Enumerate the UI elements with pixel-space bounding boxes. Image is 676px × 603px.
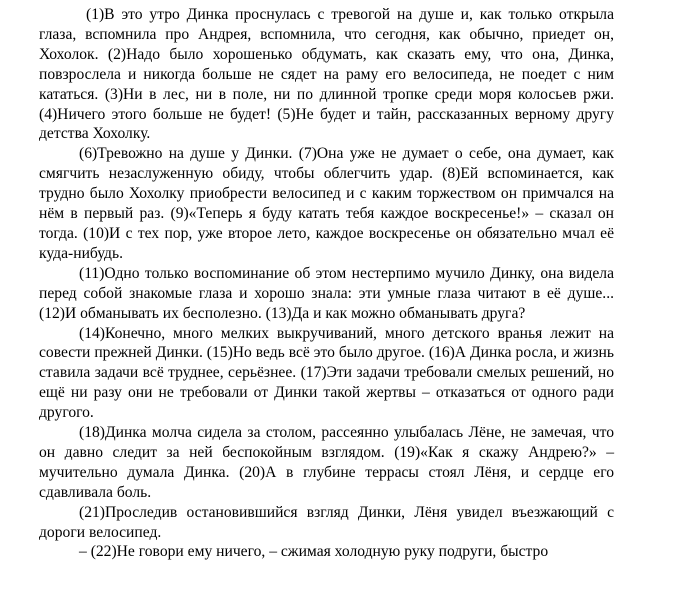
paragraph-3: (11)Одно только воспоминание об этом нестерпимо мучило Динку, она видела перед собой знакомые глаза и хорошо знала: эти умные глаза читают в её душе... (12)И обманывать их бесполезно. (13)Да и как можно обманывать друга? <box>39 264 614 322</box>
document-text <box>39 5 614 562</box>
paragraph-5: (18)Динка молча сидела за столом, рассеянно улыбалась Лёне, не замечая, что он давно следит за ней беспокойным взглядом. (19)«Как я скажу Андрею?» – мучительно думала Динка. (20)А в глубине террасы стоял Лёня, и сердце его сдавливала боль. <box>39 424 614 501</box>
paragraph-1: (1)В это утро Динка проснулась с тревогой на душе и, как только открыла глаза, вспомнила про Андрея, вспомнила, что сегодня, как обычно, приедет он, Хохолок. (2)Надо было хорошенько обдумать, как сказать ему, что она, Динка, повзрослела и никогда больше не сядет на раму его велосипеда, не поедет с ним кататься. (3)Ни в лес, ни в поле, ни по длинной тропке среди моря колосьев ржи. (4)Ничего этого больше не будет! (5)Не будет и тайн, рассказанных верному другу детства Хохолку. <box>39 6 614 143</box>
paragraph-6: (21)Проследив остановившийся взгляд Динки, Лёня увидел въезжающий с дороги велосипед. <box>39 503 614 541</box>
paragraph-4: (14)Конечно, много мелких выкручиваний, много детского вранья лежит на совести прежней Динки. (15)Но ведь всё это было другое. (16)А Динка росла, и жизнь ставила задачи всё труднее, серьёзнее. (17)Эти задачи требовали смелых решений, но ещё ни разу они не требовали от Динки такой жертвы – отказаться от одного ради другого. <box>39 324 614 422</box>
paragraph-7: – (22)Не говори ему ничего, – сжимая холодную руку подруги, быстро <box>79 543 549 561</box>
paragraph-2: (6)Тревожно на душе у Динки. (7)Она уже не думает о себе, она думает, как смягчить незаслуженную обиду, чтобы облегчить удар. (8)Ей вспоминается, как трудно было Хохолку приобрести велосипед и с каким торжеством он примчался на нём в первый раз. (9)«Теперь я буду катать тебя каждое воскресенье!» – сказал он тогда. (10)И с тех пор, уже второе лето, каждое воскресенье он обязательно мчал её куда-нибудь. <box>39 145 614 262</box>
